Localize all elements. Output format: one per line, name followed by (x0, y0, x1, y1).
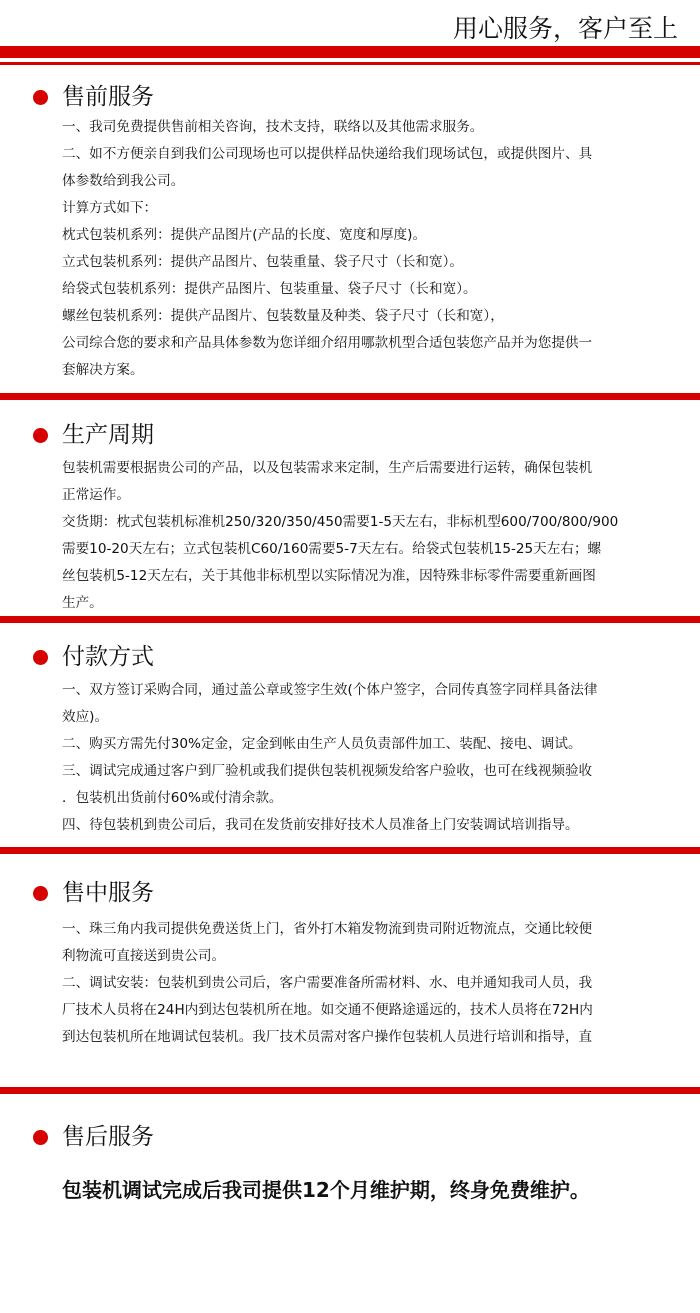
red-dot-icon (33, 90, 48, 105)
section-title: 售中服务 (62, 880, 154, 906)
section-body (62, 114, 662, 384)
section-after-sale (0, 1120, 700, 1202)
after-sale-highlight: 包装机调试完成后我司提供12个月维护期，终身免费维护。 (62, 1178, 590, 1202)
text-line: 生产。 (62, 595, 103, 611)
text-line: 需要10-20天左右；立式包装机C60/160需要5-7天左右。给袋式包装机15-25天左右；螺 (62, 541, 602, 557)
section-production-cycle (0, 418, 700, 611)
text-line: 一、珠三角内我司提供免费送货上门，省外打木箱发物流到贵司附近物流点，交通比较便 (62, 921, 593, 937)
text-line: ．包装机出货前付60%或付清余款。 (62, 790, 283, 806)
text-line: 公司综合您的要求和产品具体参数为您详细介绍用哪款机型合适包装您产品并为您提供一 (62, 335, 593, 351)
red-dot-icon (33, 428, 48, 443)
text-line: 交货期：枕式包装机标准机250/320/350/450需要1-5天左右，非标机型600/700/800/900 (62, 514, 619, 530)
section-divider (0, 847, 700, 854)
red-dot-icon (33, 650, 48, 665)
section-body (62, 916, 662, 1051)
section-presale (0, 80, 700, 378)
section-body (62, 677, 662, 839)
text-line: 一、双方签订采购合同，通过盖公章或签字生效(个体户签字，合同传真签字同样具备法律 (62, 682, 598, 698)
text-line: 利物流可直接送到贵公司。 (62, 948, 226, 964)
text-line: 三、调试完成通过客户到厂验机或我们提供包装机视频发给客户验收，也可在线视频验收 (62, 763, 593, 779)
text-line: 包装机需要根据贵公司的产品，以及包装需求来定制，生产后需要进行运转，确保包装机 (62, 460, 593, 476)
text-line: 效应)。 (62, 709, 109, 725)
header-red-line (0, 62, 700, 65)
text-line: 到达包装机所在地调试包装机。我厂技术员需对客户操作包装机人员进行培训和指导，直 (62, 1029, 593, 1045)
section-title: 售前服务 (62, 84, 154, 110)
red-dot-icon (33, 886, 48, 901)
text-line: 二、调试安装：包装机到贵公司后，客户需要准备所需材料、水、电并通知我司人员，我 (62, 975, 593, 991)
section-divider (0, 616, 700, 623)
section-divider (0, 1087, 700, 1094)
text-line: 丝包装机5-12天左右，关于其他非标机型以实际情况为准，因特殊非标零件需要重新画图 (62, 568, 596, 584)
text-line: 四、待包装机到贵公司后，我司在发货前安排好技术人员准备上门安装调试培训指导。 (62, 817, 579, 833)
slogan: 用心服务，客户至上 (452, 14, 678, 43)
text-line: 厂技术人员将在24H内到达包装机所在地。如交通不便路途遥远的，技术人员将在72H内 (62, 1002, 593, 1018)
text-line: 体参数给到我公司。 (62, 173, 185, 189)
section-body (62, 1175, 662, 1205)
text-line: 正常运作。 (62, 487, 130, 503)
text-line: 套解决方案。 (62, 362, 144, 378)
text-line: 一、我司免费提供售前相关咨询，技术支持，联络以及其他需求服务。 (62, 119, 484, 135)
text-line: 立式包装机系列：提供产品图片、包装重量、袋子尺寸（长和宽）。 (62, 254, 464, 270)
section-title: 生产周期 (62, 422, 154, 448)
section-payment (0, 640, 700, 833)
text-line: 二、如不方便亲自到我们公司现场也可以提供样品快递给我们现场试包，或提供图片、具 (62, 146, 593, 162)
section-title: 付款方式 (62, 644, 154, 670)
section-title: 售后服务 (62, 1124, 154, 1150)
text-line: 枕式包装机系列：提供产品图片(产品的长度、宽度和厚度)。 (62, 227, 427, 243)
text-line: 给袋式包装机系列：提供产品图片、包装重量、袋子尺寸（长和宽）。 (62, 281, 477, 297)
red-dot-icon (33, 1130, 48, 1145)
text-line: 二、购买方需先付30%定金，定金到帐由生产人员负责部件加工、装配、接电、调试。 (62, 736, 582, 752)
section-body (62, 455, 662, 617)
section-in-sale (0, 876, 700, 1045)
text-line: 计算方式如下： (62, 200, 158, 216)
text-line: 螺丝包装机系列：提供产品图片、包装数量及种类、袋子尺寸（长和宽）， (62, 308, 504, 324)
header-red-bar (0, 46, 700, 58)
section-divider (0, 393, 700, 400)
